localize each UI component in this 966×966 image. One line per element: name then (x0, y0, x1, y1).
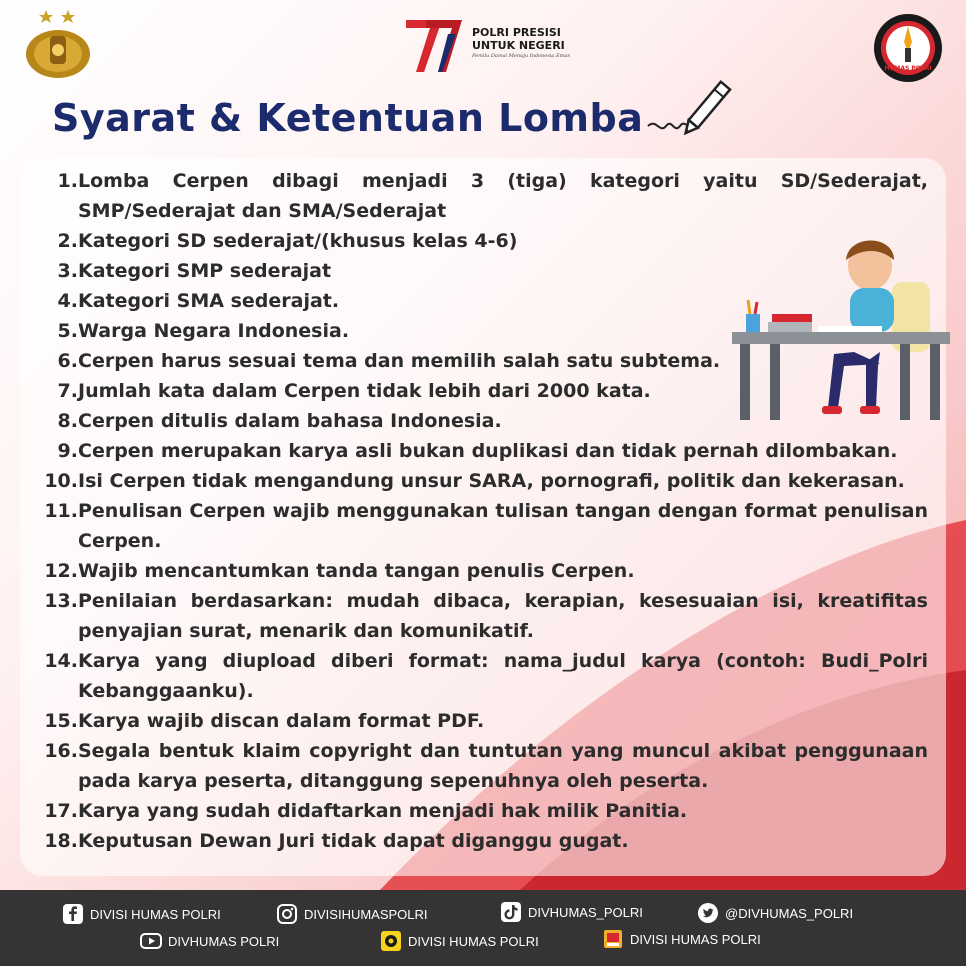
rule-item-18 (38, 826, 928, 856)
twitter-handle: @DIVHUMAS_POLRI (725, 905, 854, 921)
rules-list (38, 166, 928, 856)
snackvideo-icon (380, 930, 402, 952)
tiktok-handle: DIVHUMAS_POLRI (528, 904, 643, 920)
rule-text: Isi Cerpen tidak mengandung unsur SARA, pornografi, politik dan kekerasan. (78, 470, 905, 492)
rule-item-7 (38, 376, 928, 406)
polri-77-logo (404, 14, 464, 76)
rule-text: Kategori SD sederajat/(khusus kelas 4-6) (78, 230, 518, 252)
rule-number: 17. (44, 800, 78, 822)
facebook-handle: DIVISI HUMAS POLRI (90, 906, 221, 922)
rule-text: Penilaian berdasarkan: mudah dibaca, kerapian, kesesuaian isi, kreatifitas penyajian surat, menarik dan komunikatif. (78, 590, 928, 642)
rule-number: 2. (57, 230, 78, 252)
rule-text: Kategori SMP sederajat (78, 260, 332, 282)
rule-text: Segala bentuk klaim copyright dan tuntutan yang muncul akibat penggunaan pada karya peserta, ditanggung sepenuhnya oleh peserta. (78, 740, 928, 792)
rule-text: Keputusan Dewan Juri tidak dapat diganggu gugat. (78, 830, 629, 852)
rule-text: Lomba Cerpen dibagi menjadi 3 (tiga) kategori yaitu SD/Sederajat, SMP/Sederajat dan SMA/Sederajat (78, 170, 928, 222)
website-link[interactable] (602, 928, 761, 950)
rule-number: 14. (44, 650, 78, 672)
instagram-icon (276, 903, 298, 925)
rule-item-14 (38, 646, 928, 706)
brand-line-2: UNTUK NEGERI (472, 39, 565, 52)
youtube-link[interactable] (140, 930, 279, 952)
rule-text: Jumlah kata dalam Cerpen tidak lebih dari 2000 kata. (78, 380, 651, 402)
humas-polri-emblem (872, 12, 944, 84)
rule-item-12 (38, 556, 928, 586)
rule-number: 9. (57, 440, 78, 462)
youtube-handle: DIVHUMAS POLRI (168, 933, 280, 949)
rule-number: 12. (44, 560, 78, 582)
youtube-icon (140, 930, 162, 952)
rule-text: Warga Negara Indonesia. (78, 320, 350, 342)
rule-item-2 (38, 226, 928, 256)
instagram-link[interactable] (276, 903, 428, 925)
rule-text: Penulisan Cerpen wajib menggunakan tulisan tangan dengan format penulisan Cerpen. (78, 500, 928, 552)
rule-item-17 (38, 796, 928, 826)
rule-item-5 (38, 316, 928, 346)
rule-text: Wajib mencantumkan tanda tangan penulis Cerpen. (78, 560, 635, 582)
rule-item-1 (38, 166, 928, 226)
pencil-icon (644, 62, 738, 144)
website-handle: DIVISI HUMAS POLRI (630, 931, 761, 947)
twitter-link[interactable] (697, 902, 853, 924)
facebook-icon (62, 903, 84, 925)
rule-number: 8. (57, 410, 78, 432)
snackvideo-link[interactable] (380, 930, 539, 952)
brand-tagline: Pemilu Damai Menuju Indonesia Emas (472, 53, 570, 59)
rule-item-11 (38, 496, 928, 556)
rule-item-16 (38, 736, 928, 796)
rule-number: 10. (44, 470, 78, 492)
police-emblem-logo (20, 6, 96, 82)
rule-item-4 (38, 286, 928, 316)
rule-number: 13. (44, 590, 78, 612)
website-icon (602, 928, 624, 950)
rule-number: 11. (44, 500, 78, 522)
instagram-handle: DIVISIHUMASPOLRI (304, 906, 428, 922)
facebook-link[interactable] (62, 903, 221, 925)
rule-text: Karya yang sudah didaftarkan menjadi hak milik Panitia. (78, 800, 688, 822)
rule-number: 6. (57, 350, 78, 372)
rule-item-15 (38, 706, 928, 736)
rule-number: 16. (44, 740, 78, 762)
rule-text: Cerpen harus sesuai tema dan memilih salah satu subtema. (78, 350, 721, 372)
snackvideo-handle: DIVISI HUMAS POLRI (408, 933, 539, 949)
rule-number: 7. (57, 380, 78, 402)
tiktok-icon (500, 901, 522, 923)
rule-item-9 (38, 436, 928, 466)
rule-item-8 (38, 406, 928, 436)
rule-item-13 (38, 586, 928, 646)
rule-item-10 (38, 466, 928, 496)
social-footer (0, 890, 966, 966)
rule-number: 1. (57, 170, 78, 192)
tiktok-link[interactable] (500, 901, 643, 923)
rule-item-6 (38, 346, 928, 376)
rule-text: Kategori SMA sederajat. (78, 290, 340, 312)
brand-line-1: POLRI PRESISI (472, 26, 561, 39)
rule-number: 3. (57, 260, 78, 282)
rule-item-3 (38, 256, 928, 286)
rule-number: 4. (57, 290, 78, 312)
rule-number: 15. (44, 710, 78, 732)
rule-text: Cerpen merupakan karya asli bukan duplikasi dan tidak pernah dilombakan. (78, 440, 898, 462)
rule-text: Karya wajib discan dalam format PDF. (78, 710, 485, 732)
rule-text: Cerpen ditulis dalam bahasa Indonesia. (78, 410, 502, 432)
rule-text: Karya yang diupload diberi format: nama_judul karya (contoh: Budi_Polri Kebanggaanku). (78, 650, 928, 702)
rule-number: 5. (57, 320, 78, 342)
emblem-text: HUMAS POLRI (884, 65, 932, 72)
brand-text-block (472, 27, 570, 59)
twitter-icon (697, 902, 719, 924)
page-title: Syarat & Ketentuan Lomba (52, 96, 644, 140)
rule-number: 18. (44, 830, 78, 852)
